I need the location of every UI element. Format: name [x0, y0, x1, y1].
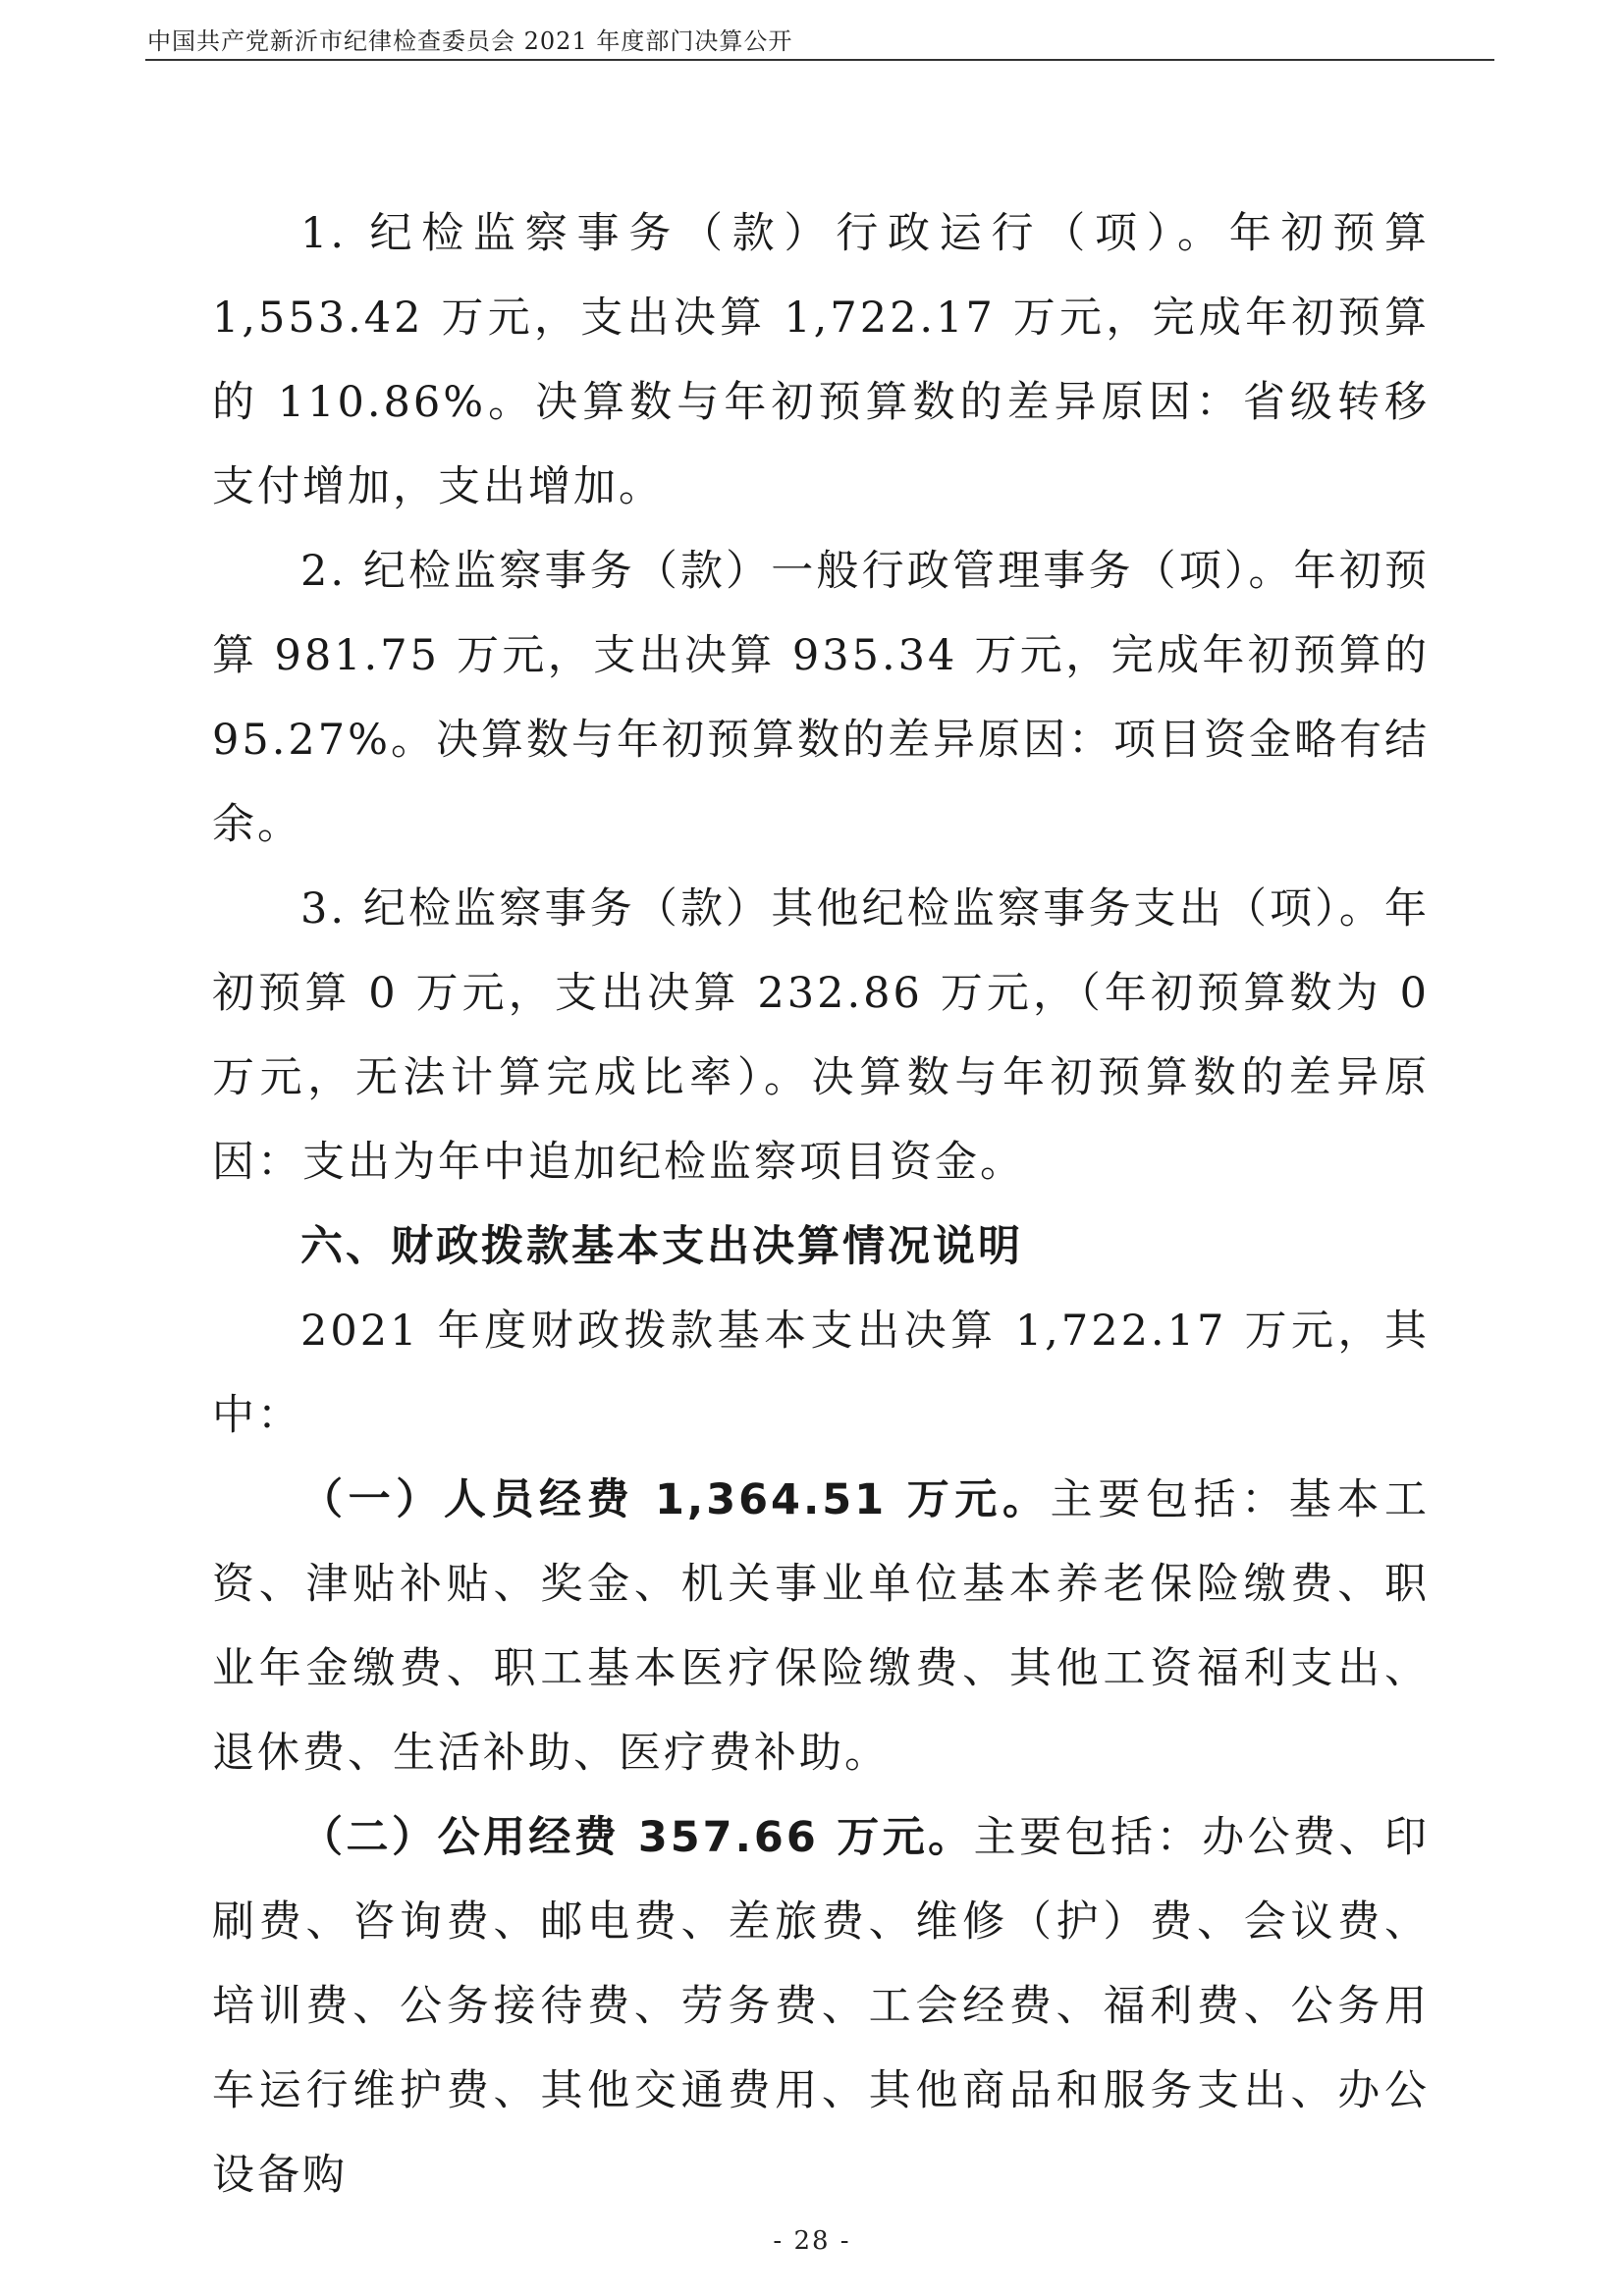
personnel-text: 主要包括：基本工资、津贴补贴、奖金、机关事业单位基本养老保险缴费、职业年金缴费、职工基本医疗保险缴费、其他工资福利支出、退休费、生活补助、医疗费补助。 [212, 1475, 1430, 1778]
public-funds-paragraph [212, 1795, 1430, 2217]
running-header: 中国共产党新沂市纪律检查委员会 2021 年度部门决算公开 [147, 27, 793, 55]
paragraph-item-1: 1. 纪检监察事务（款）行政运行（项）。年初预算 1,553.42 万元，支出决算 1,722.17 万元，完成年初预算的 110.86%。决算数与年初预算数的差异原因：省级转移支付增加，支出增加。 [212, 209, 1430, 511]
header-divider [145, 59, 1494, 61]
personnel-lead: （一）人员经费 1,364.51 万元。 [300, 1475, 1051, 1524]
section-heading: 六、财政拨款基本支出决算情况说明 [300, 1222, 1023, 1271]
paragraph-item-3: 3. 纪检监察事务（款）其他纪检监察事务支出（项）。年初预算 0 万元，支出决算 232.86 万元，（年初预算数为 0 万元，无法计算完成比率）。决算数与年初预算数的差异原因：支出为年中追加纪检监察项目资金。 [212, 884, 1430, 1187]
public-funds-text: 主要包括：办公费、印刷费、咨询费、邮电费、差旅费、维修（护）费、会议费、培训费、公务接待费、劳务费、工会经费、福利费、公务用车运行维护费、其他交通费用、其他商品和服务支出、办公设备购 [212, 1813, 1431, 2200]
summary-paragraph: 2021 年度财政拨款基本支出决算 1,722.17 万元，其中： [212, 1307, 1430, 1440]
paragraph-item-2: 2. 纪检监察事务（款）一般行政管理事务（项）。年初预算 981.75 万元，支出决算 935.34 万元，完成年初预算的 95.27%。决算数与年初预算数的差异原因：项目资金略有结余。 [212, 547, 1430, 849]
document-body [212, 191, 1430, 2217]
page-number: - 28 - [773, 2226, 851, 2256]
public-funds-lead: （二）公用经费 357.66 万元。 [300, 1813, 974, 1862]
personnel-paragraph [212, 1458, 1430, 1795]
